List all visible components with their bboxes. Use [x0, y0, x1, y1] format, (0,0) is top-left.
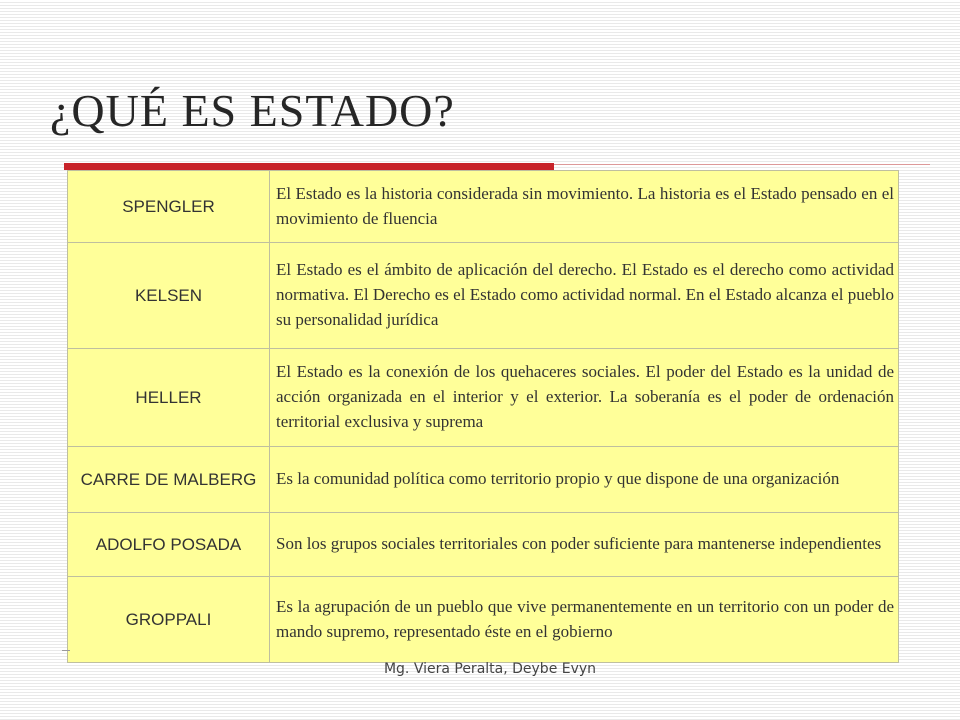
title-accent-bar	[64, 163, 554, 170]
definition-cell: Es la agrupación de un pueblo que vive permanentemente en un territorio con un poder de mando supremo, representado éste en el gobierno	[270, 577, 899, 663]
table-row	[68, 577, 899, 663]
definition-cell: Son los grupos sociales territoriales con poder suficiente para mantenerse independientes	[270, 513, 899, 577]
definition-cell: El Estado es el ámbito de aplicación del derecho. El Estado es el derecho como actividad normativa. El Derecho es el Estado como actividad normal. En el Estado alcanza el pueblo su personalidad jurídica	[270, 243, 899, 349]
definition-cell: El Estado es la conexión de los quehaceres sociales. El poder del Estado es la unidad de acción organizada en el interior y el exterior. La soberanía es el poder de ordenación territorial exclusiva y suprema	[270, 349, 899, 447]
table-row	[68, 171, 899, 243]
slide-decoration-tick	[62, 650, 70, 651]
table-row	[68, 349, 899, 447]
table-row	[68, 447, 899, 513]
author-cell: KELSEN	[68, 243, 270, 349]
definitions-table	[67, 170, 899, 663]
definition-cell: Es la comunidad política como territorio propio y que dispone de una organización	[270, 447, 899, 513]
definition-cell: El Estado es la historia considerada sin movimiento. La historia es el Estado pensado en el movimiento de fluencia	[270, 171, 899, 243]
table-row	[68, 513, 899, 577]
author-cell: HELLER	[68, 349, 270, 447]
author-cell: SPENGLER	[68, 171, 270, 243]
table-row	[68, 243, 899, 349]
author-cell: GROPPALI	[68, 577, 270, 663]
page-title: ¿QUÉ ES ESTADO?	[50, 85, 455, 136]
author-cell: CARRE DE MALBERG	[68, 447, 270, 513]
author-cell: ADOLFO POSADA	[68, 513, 270, 577]
footer-author: Mg. Viera Peralta, Deybe Evyn	[383, 661, 597, 677]
